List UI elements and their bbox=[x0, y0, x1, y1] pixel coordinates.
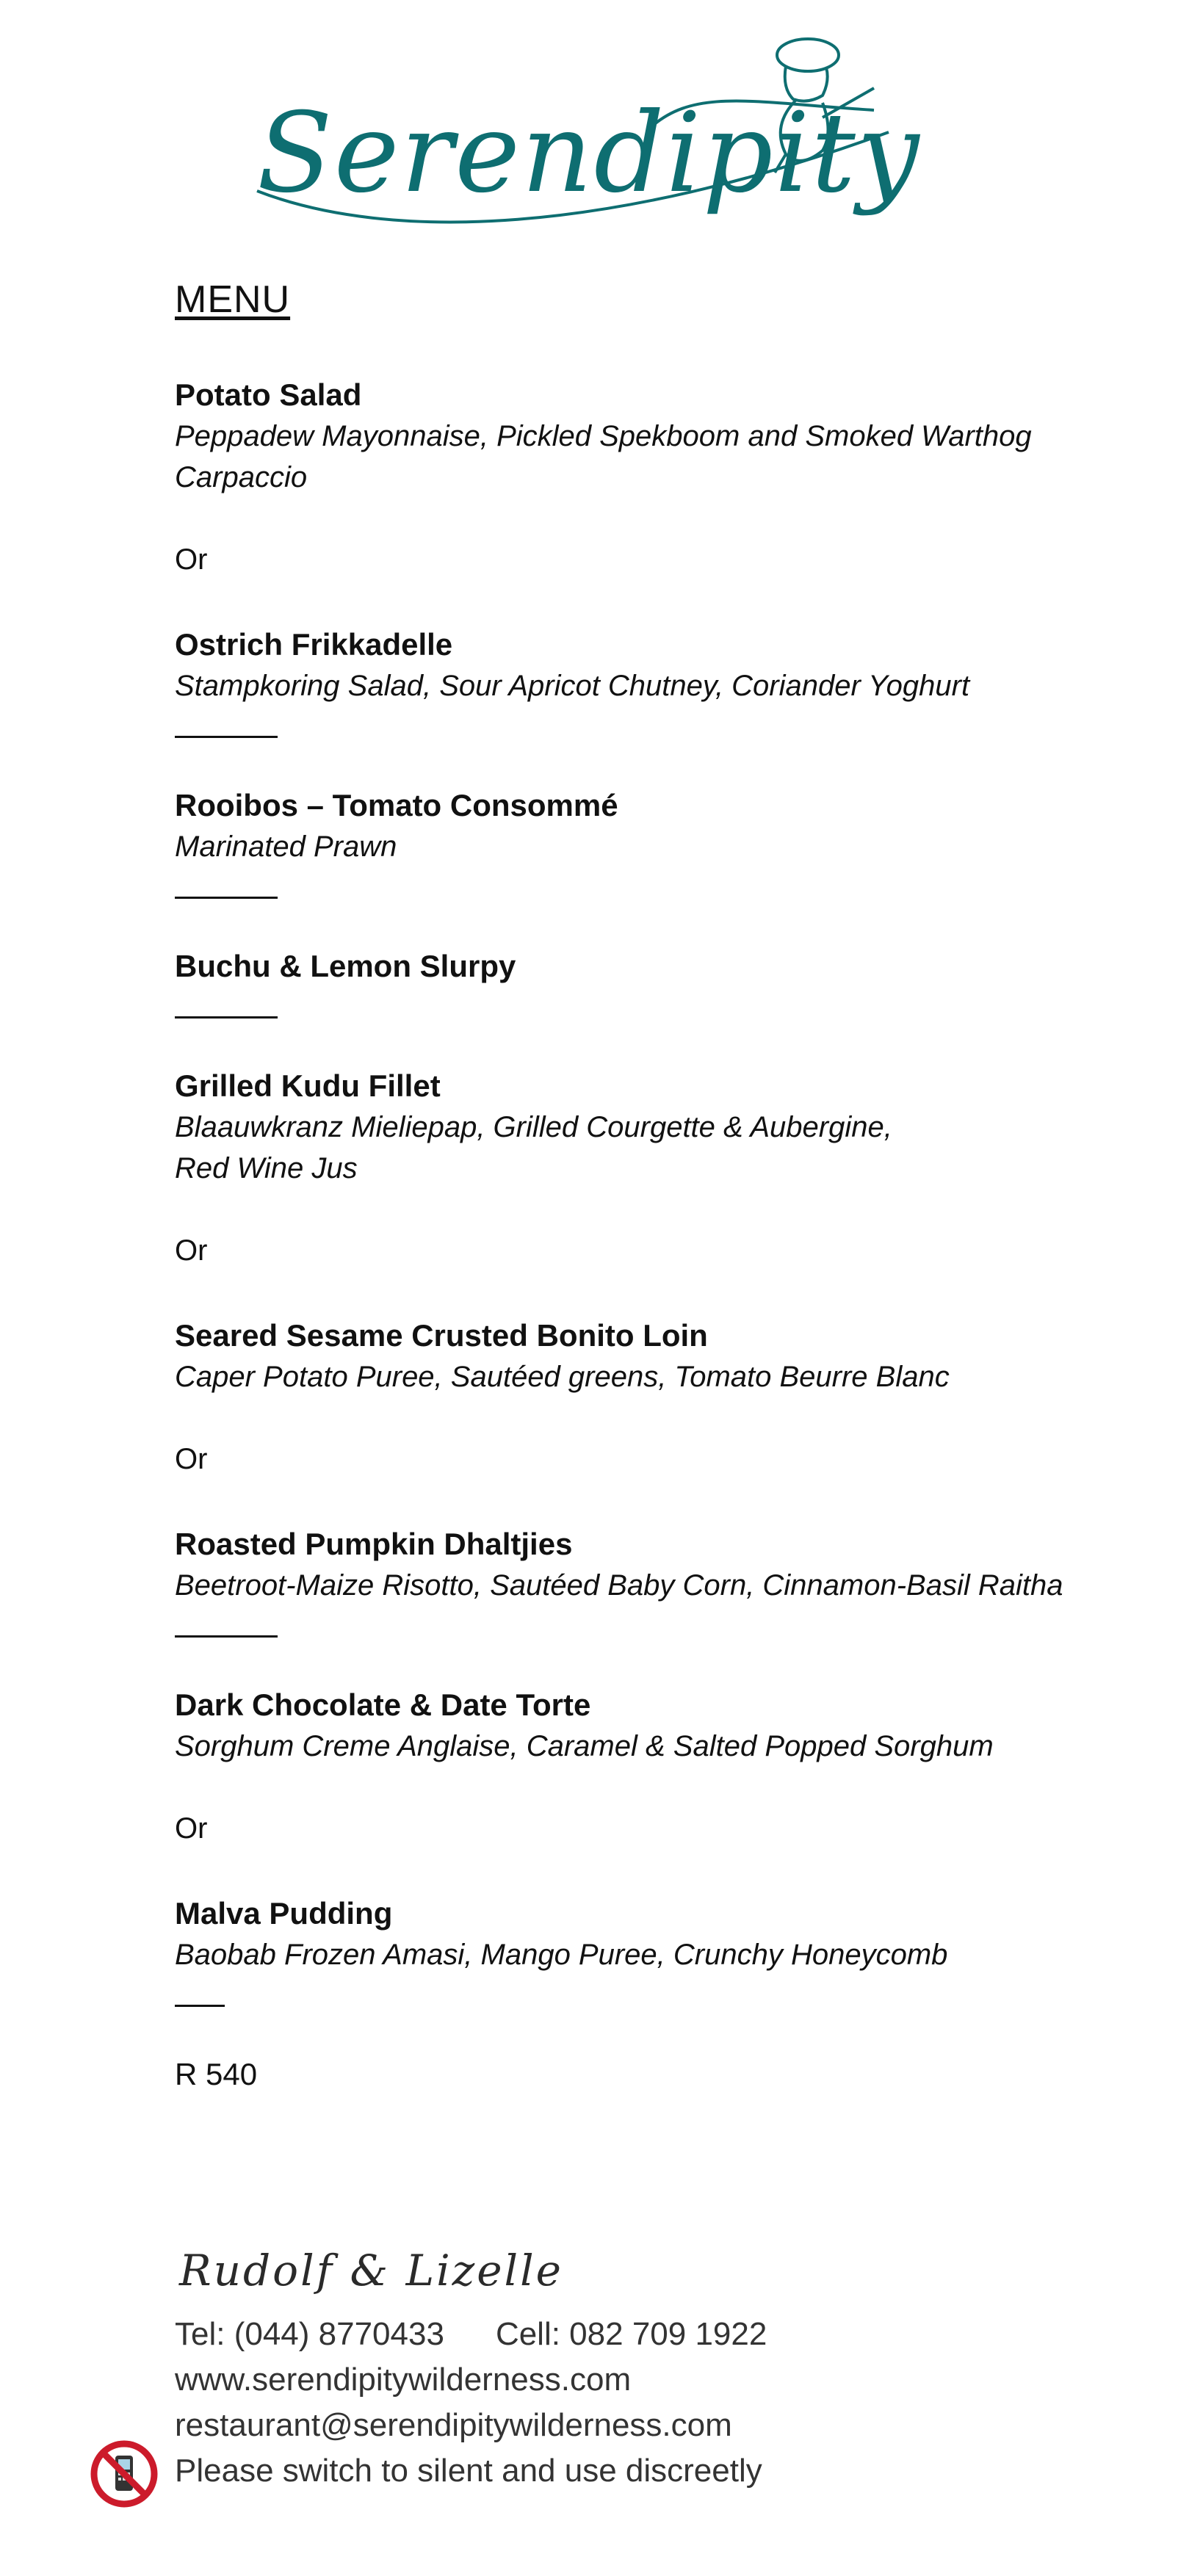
dish-description: Peppadew Mayonnaise, Pickled Spekboom and Smoked Warthog Carpaccio bbox=[175, 420, 1032, 493]
phone-line bbox=[175, 2312, 767, 2357]
menu-price: R 540 bbox=[175, 2057, 258, 2091]
menu-heading: MENU bbox=[175, 278, 291, 321]
course-divider bbox=[175, 2005, 225, 2007]
menu-list bbox=[175, 375, 1093, 2095]
chef-signature: Rudolf & Lizelle bbox=[179, 2246, 563, 2295]
course-divider bbox=[175, 736, 278, 738]
phone-notice: Please switch to silent and use discreetly bbox=[175, 2453, 762, 2489]
dish-title: Potato Salad bbox=[175, 377, 362, 412]
dish-title: Ostrich Frikkadelle bbox=[175, 627, 453, 662]
dish-description: Sorghum Creme Anglaise, Caramel & Salted Popped Sorghum bbox=[175, 1730, 994, 1762]
course-divider bbox=[175, 1635, 278, 1638]
telephone-number: Tel: (044) 8770433 bbox=[175, 2316, 444, 2352]
dish-description-line2: Red Wine Jus bbox=[175, 1152, 358, 1184]
contact-info bbox=[175, 2312, 767, 2494]
dish-title: Grilled Kudu Fillet bbox=[175, 1068, 441, 1103]
or-separator: Or bbox=[175, 1812, 208, 1845]
dish-description: Baobab Frozen Amasi, Mango Puree, Crunchy Honeycomb bbox=[175, 1939, 948, 1971]
course-potato-salad bbox=[175, 375, 1093, 498]
course-divider bbox=[175, 897, 278, 899]
dish-description: Marinated Prawn bbox=[175, 831, 397, 863]
course-buchu-slurpy bbox=[175, 946, 1093, 987]
website-link[interactable]: www.serendipitywilderness.com bbox=[175, 2362, 632, 2398]
course-pumpkin-dhaltjies bbox=[175, 1524, 1093, 1606]
course-malva-pudding bbox=[175, 1893, 1093, 1975]
course-chocolate-torte bbox=[175, 1685, 1093, 1767]
dish-title: Roasted Pumpkin Dhaltjies bbox=[175, 1527, 573, 1561]
dish-title: Dark Chocolate & Date Torte bbox=[175, 1687, 591, 1722]
email-link[interactable]: restaurant@serendipitywilderness.com bbox=[175, 2407, 732, 2443]
dish-title: Seared Sesame Crusted Bonito Loin bbox=[175, 1318, 708, 1353]
course-kudu-fillet bbox=[175, 1066, 1093, 1189]
course-divider bbox=[175, 1016, 278, 1019]
or-separator: Or bbox=[175, 543, 208, 576]
course-bonito-loin bbox=[175, 1315, 1093, 1397]
logo-graphic bbox=[242, 22, 921, 272]
dish-title: Malva Pudding bbox=[175, 1896, 393, 1931]
course-ostrich-frikkadelle bbox=[175, 624, 1093, 706]
dish-description-line1: Blaauwkranz Mieliepap, Grilled Courgette & Aubergine, bbox=[175, 1111, 892, 1143]
serendipity-logo bbox=[242, 22, 921, 272]
no-mobile-phone-icon bbox=[90, 2439, 159, 2508]
or-separator: Or bbox=[175, 1234, 208, 1267]
dish-title: Rooibos – Tomato Consommé bbox=[175, 788, 618, 822]
dish-description: Caper Potato Puree, Sautéed greens, Tomato Beurre Blanc bbox=[175, 1361, 950, 1393]
course-rooibos-consomme bbox=[175, 785, 1093, 867]
logo-text: Serendipity bbox=[257, 90, 921, 217]
cell-number: Cell: 082 709 1922 bbox=[495, 2316, 767, 2352]
dish-title: Buchu & Lemon Slurpy bbox=[175, 949, 516, 983]
dish-description: Stampkoring Salad, Sour Apricot Chutney, Coriander Yoghurt bbox=[175, 670, 970, 702]
dish-description: Beetroot-Maize Risotto, Sautéed Baby Corn, Cinnamon-Basil Raitha bbox=[175, 1569, 1063, 1602]
or-separator: Or bbox=[175, 1443, 208, 1475]
